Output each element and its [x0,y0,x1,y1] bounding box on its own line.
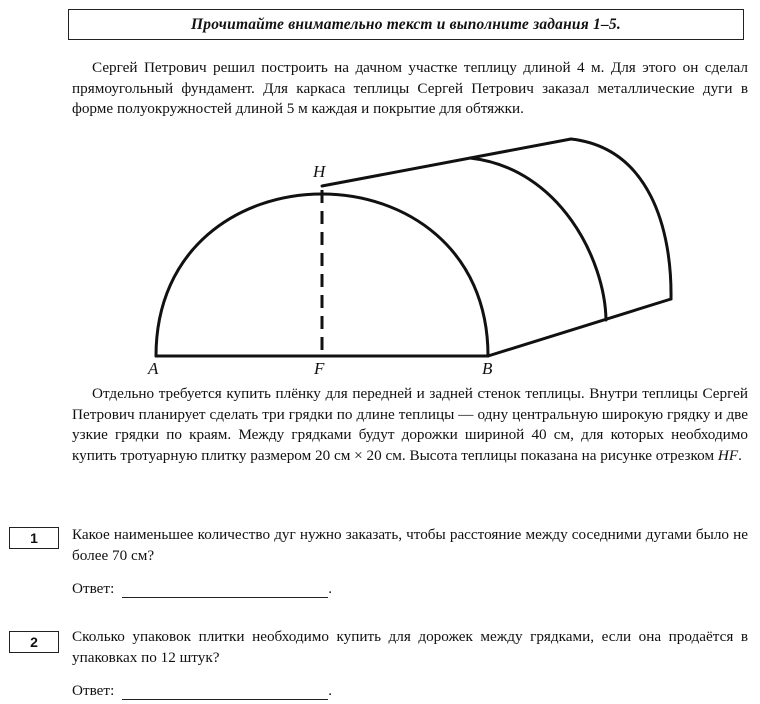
label-b: B [482,359,493,378]
task-2-answer [72,682,332,700]
ridge-line [322,139,571,186]
task-2-question: Сколько упаковок плитки необходимо купить для дорожек между грядками, если она продаётся в упаковках по 12 штук? [72,628,748,666]
label-h: H [313,162,326,181]
task-1-number-text: 1 [30,530,38,546]
back-arc [571,139,671,299]
task-1-answer-end: . [328,580,333,597]
segment-hf: HF [717,446,739,464]
task-2-answer-end: . [328,682,333,699]
label-a: A [148,359,159,378]
task-1-answer [72,580,332,598]
task-2-answer-field[interactable] [122,685,328,700]
label-f: F [314,359,325,378]
base-right-edge [488,299,671,356]
outro-text: Отдельно требуется купить плёнку для передней и задней стенок теплицы. Внутри теплицы Сергей Петрович планирует сделать три грядки по длине теплицы — одну центральную широкую грядку и две узкие грядки по краям. Между грядками будут дорожки шириной 40 см, для которых необходимо купить тротуарную плитку размером 20 см × 20 см. Высота теплицы показана на рисунке отрезком [72,385,748,464]
outro-paragraph [72,384,748,466]
task-number-2 [9,631,59,653]
outro-end: . [738,446,742,464]
task-2-answer-label: Ответ: [72,682,115,699]
task-1-question: Какое наименьшее количество дуг нужно заказать, чтобы расстояние между соседними дугами было не более 70 см? [72,526,748,564]
task-2-number-text: 2 [30,634,38,650]
middle-arc [470,158,606,320]
instructions-title: Прочитайте внимательно текст и выполните задания 1–5. [191,15,621,33]
intro-text: Сергей Петрович решил построить на дачном участке теплицу длиной 4 м. Для этого он сделал прямоугольный фундамент. Для каркаса теплицы Сергей Петрович заказал металлические дуги в форме полуокружностей длиной 5 м каждая и покрытие для обтяжки. [72,59,748,117]
task-1-answer-label: Ответ: [72,580,115,597]
task-number-1 [9,527,59,549]
task-1-answer-field[interactable] [122,583,328,598]
